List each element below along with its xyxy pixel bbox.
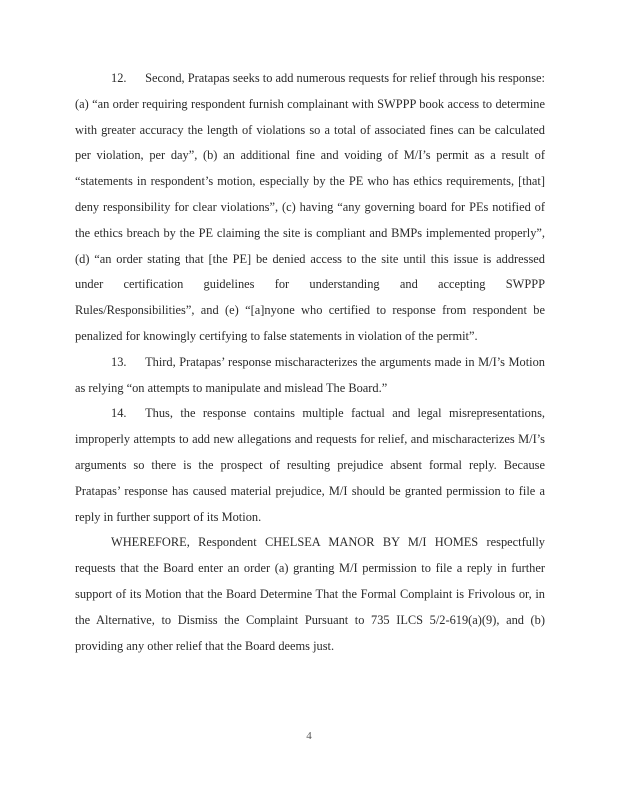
document-body — [75, 66, 545, 659]
paragraph-12: 12. Second, Pratapas seeks to add numerous requests for relief through his response: (a) “an order requiring respondent furnish complainant with SWPPP book access to determine with greater accuracy the length of violations so a total of associated fines can be calculated per violation, per day”, (b) an additional fine and voiding of M/I’s permit as a result of “statements in respondent’s motion, especially by the PE who has ethics requirements, [that] deny responsibility for clear violations”, (c) having “any governing board for PEs notified of the ethics breach by the PE claiming the site is compliant and BMPs implemented properly”, (d) “an order stating that [the PE] be denied access to the site until this issue is addressed under certification guidelines for understanding and accepting SWPPP Rules/Responsibilities”, and (e) “[a]nyone who certified to response from respondent be penalized for knowingly certifying to false statements in violation of the permit”. — [75, 71, 545, 343]
paragraph-14: 14. Thus, the response contains multiple factual and legal misrepresentations, improperly attempts to add new allegations and requests for relief, and mischaracterizes M/I’s arguments so there is the prospect of resulting prejudice absent formal reply. Because Pratapas’ response has caused material prejudice, M/I should be granted permission to file a reply in further support of its Motion. — [75, 406, 545, 524]
wherefore-paragraph: WHEREFORE, Respondent CHELSEA MANOR BY M/I HOMES respectfully requests that the Board enter an order (a) granting M/I permission to file a reply in further support of its Motion that the Board Determine That the Formal Complaint is Frivolous or, in the Alternative, to Dismiss the Complaint Pursuant to 735 ILCS 5/2-619(a)(9), and (b) providing any other relief that the Board deems just. — [75, 535, 545, 653]
page-number: 4 — [306, 730, 312, 742]
paragraph-13: 13. Third, Pratapas’ response mischaracterizes the arguments made in M/I’s Motion as relying “on attempts to manipulate and mislead The Board.” — [75, 354, 545, 395]
